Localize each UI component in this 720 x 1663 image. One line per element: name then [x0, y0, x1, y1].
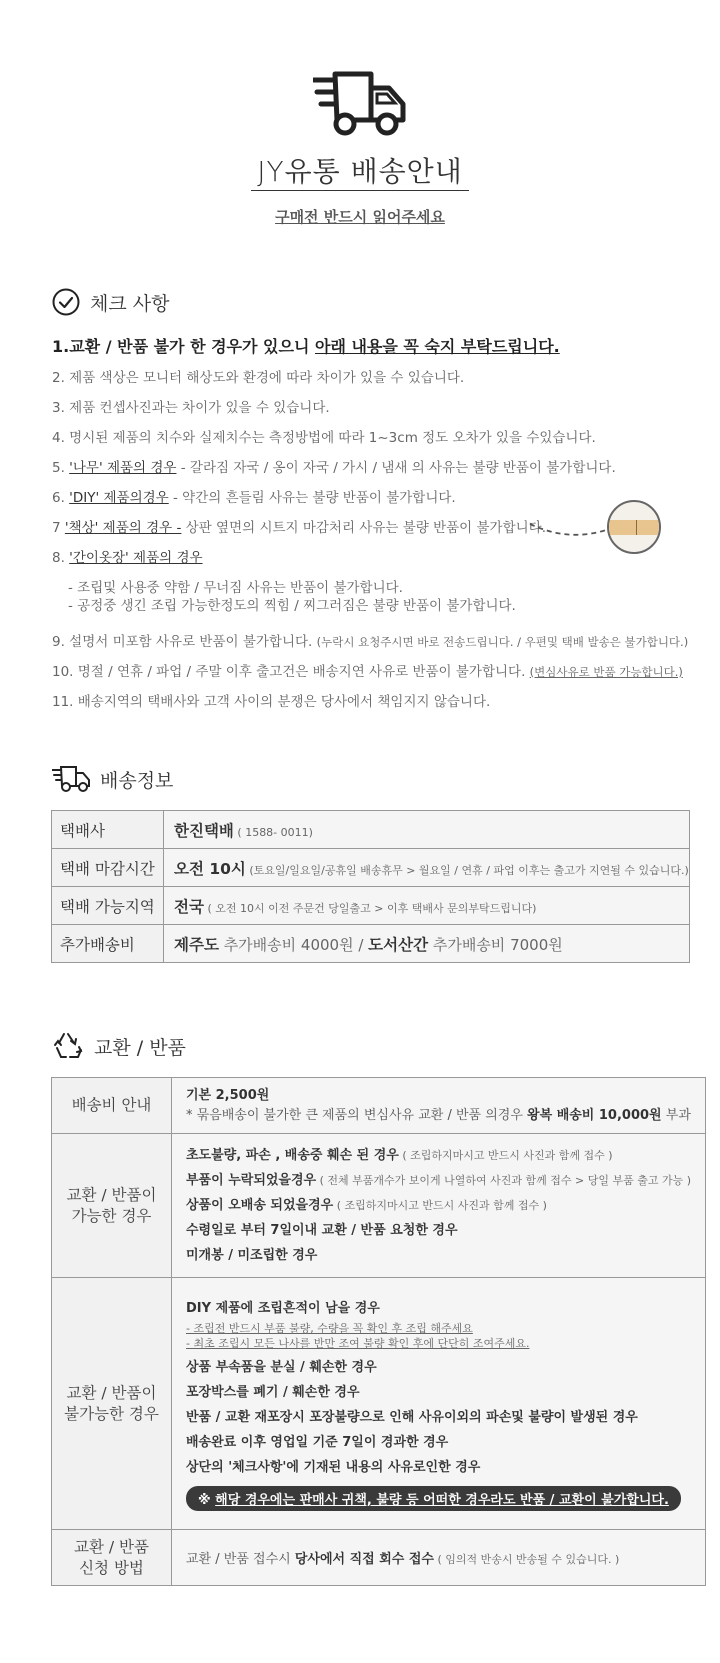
delivery-value-area: 전국 ( 오전 10시 이전 주문건 당일출고 > 이후 택배사 문의부탁드립니다) — [164, 887, 690, 925]
impossible-key: 교환 / 반품이 불가능한 경우 — [52, 1278, 172, 1530]
check-item-10: 10. 명절 / 연휴 / 파업 / 주말 이후 출고건은 배송지연 사유로 반품이 불가합니다. (변심사유로 반품 가능합니다.) — [52, 664, 683, 680]
warning-badge: ※ 해당 경우에는 판매사 귀책, 불량 등 어떠한 경우라도 반품 / 교환이 불가합니다. — [186, 1486, 681, 1511]
title-underline — [251, 190, 469, 191]
check-item-9: 9. 설명서 미포함 사유로 반품이 불가합니다. (누락시 요청주시면 바로 전송드립니다. / 우편및 택배 발송은 불가합니다.) — [52, 634, 689, 650]
check-section-header — [52, 288, 169, 316]
check-item-11: 11. 배송지역의 택배사와 고객 사이의 분쟁은 당사에서 책임지지 않습니다. — [52, 694, 491, 710]
delivery-value-extra-fee: 제주도 추가배송비 4000원 / 도서산간 추가배송비 7000원 — [164, 925, 690, 963]
truck-icon — [313, 70, 407, 138]
delivery-value-cutoff: 오전 10시 (토요일/일요일/공휴일 배송휴무 > 월요일 / 연휴 / 파업 이후는 출고가 지연될 수 있습니다.) — [164, 849, 690, 887]
check-item-8-sub-2: - 공정중 생긴 조립 가능한정도의 찍힘 / 찌그러짐은 불량 반품이 불가합니다. — [68, 598, 516, 614]
check-item-8-sub-1: - 조립및 사용중 약함 / 무너짐 사유는 반품이 불가합니다. — [68, 580, 403, 596]
delivery-table — [51, 810, 690, 963]
method-value: 교환 / 반품 접수시 당사에서 직접 회수 접수 ( 임의적 반송시 반송될 수 있습니다. ) — [172, 1530, 706, 1586]
truck-small-icon — [52, 765, 90, 793]
delivery-section-header — [52, 765, 173, 793]
delivery-key-extra-fee: 추가배송비 — [52, 925, 164, 963]
exchange-section-header — [52, 1030, 186, 1062]
exchange-table — [51, 1077, 706, 1586]
check-circle-icon — [52, 288, 80, 316]
table-row — [52, 925, 690, 963]
header — [0, 0, 720, 240]
check-section-title: 체크 사항 — [90, 292, 170, 315]
table-row — [52, 1530, 706, 1586]
check-item-8: 8. '간이옷장' 제품의 경우 — [52, 550, 203, 566]
recycle-icon — [52, 1030, 84, 1062]
check-item-2: 2. 제품 색상은 모니터 해상도와 환경에 따라 차이가 있을 수 있습니다. — [52, 370, 465, 386]
fee-key: 배송비 안내 — [52, 1078, 172, 1134]
dashed-pointer — [528, 520, 608, 542]
fee-value: 기본 2,500원 * 묶음배송이 불가한 큰 제품의 변심사유 교환 / 반품 의경우 왕복 배송비 10,000원 부과 — [172, 1078, 706, 1134]
page-subtitle: 구매전 반드시 읽어주세요 — [275, 208, 445, 226]
check-item-3: 3. 제품 컨셉사진과는 차이가 있을 수 있습니다. — [52, 400, 330, 416]
delivery-key-courier: 택배사 — [52, 811, 164, 849]
delivery-section-title: 배송정보 — [100, 769, 174, 792]
delivery-key-area: 택배 가능지역 — [52, 887, 164, 925]
delivery-key-cutoff: 택배 마감시간 — [52, 849, 164, 887]
table-row — [52, 1134, 706, 1278]
table-row — [52, 887, 690, 925]
check-item-5: 5. '나무' 제품의 경우 - 갈라짐 자국 / 옹이 자국 / 가시 / 냄새 의 사유는 불량 반품이 불가합니다. — [52, 460, 616, 476]
check-item-7: 7 '책상' 제품의 경우 - 상판 옆면의 시트지 마감처리 사유는 불량 반품이 불가합니다. — [52, 520, 547, 536]
table-row — [52, 1078, 706, 1134]
check-item-6: 6. 'DIY' 제품의경우 - 약간의 흔들림 사유는 불량 반품이 불가합니다. — [52, 490, 456, 506]
table-row — [52, 849, 690, 887]
magnifier-icon — [607, 500, 661, 554]
impossible-value: DIY 제품에 조립흔적이 남을 경우 - 조립전 반드시 부품 불량, 수량을 꼭 확인 후 조립 해주세요 - 최초 조립시 모든 나사를 반만 조여 불량 확인 후에 단단히 조여주세요. 상품 부속품을 분실 / 훼손한 경우 포장박스를 폐기 / 훼손한 경우 반품 / 교환 재포장시 포장불량으로 인해 사유이외의 파손및 불량이 발생된 경우 배송완료 이후 영업일 기준 7일이 경과한 경우 상단의 '체크사항'에 기재된 내용의 사유로인한 경우 ※ 해당 경우에는 판매사 귀책, 불량 등 어떠한 경우라도 반품 / 교환이 불가합니다. — [172, 1278, 706, 1530]
exchange-section-title: 교환 / 반품 — [94, 1036, 186, 1059]
possible-key: 교환 / 반품이 가능한 경우 — [52, 1134, 172, 1278]
possible-value: 초도불량, 파손 , 배송중 훼손 된 경우 ( 조립하지마시고 반드시 사진과 함께 접수 ) 부품이 누락되었을경우 ( 전체 부품개수가 보이게 나열하여 사진과 함께 접수 > 당일 부품 출고 가능 ) 상품이 오배송 되었을경우 ( 조립하지마시고 반드시 사진과 함께 접수 ) 수령일로 부터 7일이내 교환 / 반품 요청한 경우 미개봉 / 미조립한 경우 — [172, 1134, 706, 1278]
table-row — [52, 1278, 706, 1530]
table-row — [52, 811, 690, 849]
check-item-4: 4. 명시된 제품의 치수와 실제치수는 측정방법에 따라 1~3cm 정도 오차가 있을 수있습니다. — [52, 430, 596, 446]
method-key: 교환 / 반품 신청 방법 — [52, 1530, 172, 1586]
page-title: JY유통 배송안내 — [257, 155, 463, 188]
check-item-1: 1.교환 / 반품 불가 한 경우가 있으니 아래 내용을 꼭 숙지 부탁드립니다. — [52, 337, 560, 356]
delivery-value-courier: 한진택배 ( 1588- 0011) — [164, 811, 690, 849]
